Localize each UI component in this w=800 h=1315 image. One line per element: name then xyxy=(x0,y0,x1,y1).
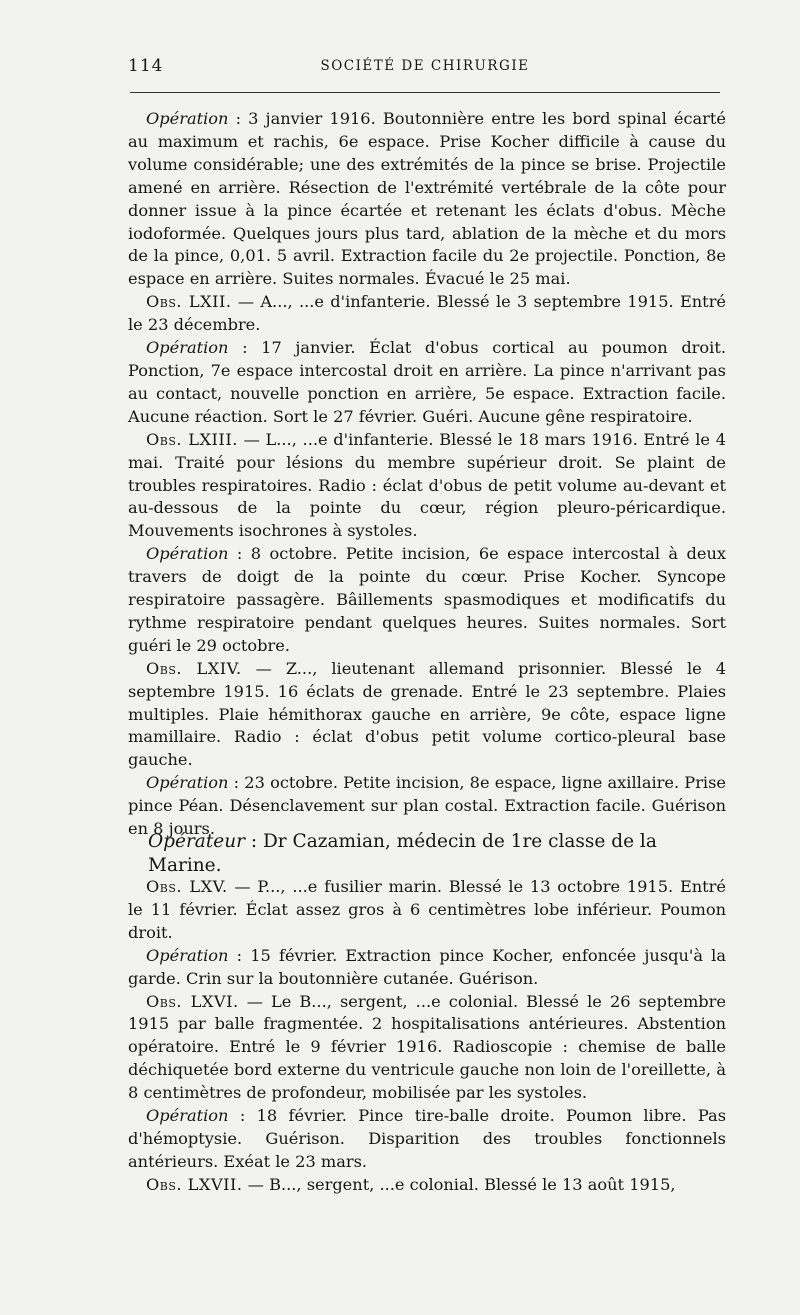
paragraph xyxy=(128,337,726,429)
header-rule xyxy=(130,92,720,93)
paragraph-label: Obs. LXVI. xyxy=(146,991,239,1011)
paragraph-label: Opération xyxy=(146,544,229,564)
operator-label: Opérateur xyxy=(148,831,245,852)
paragraph xyxy=(128,1174,726,1197)
operator-heading xyxy=(148,830,728,878)
paragraph-text: — Le B..., sergent, ...e colonial. Blessé le 26 septembre 1915 par balle fragmentée. 2 hospitalisations antérieures. Abstention opératoire. Entré le 9 février 1916. Radioscopie : chemise de balle déchiquetée bord externe du ventricule gauche non loin de l'oreillette, à 8 centimètres de profondeur, mobilisée par les systoles. xyxy=(128,991,726,1103)
paragraph xyxy=(128,108,726,291)
paragraph-label: Opération xyxy=(146,338,229,358)
paragraph-label: Obs. LXIII. xyxy=(146,429,238,449)
paragraph-label: Opération xyxy=(146,109,229,128)
paragraph xyxy=(128,876,726,945)
paragraph-text: : 17 janvier. Éclat d'obus cortical au poumon droit. Ponction, 7e espace intercostal droit en arrière. La pince n'arrivant pas au contact, nouvelle ponction en arrière, 5e espace. Extraction facile. Aucune réaction. Sort le 27 février. Guéri. Aucune gêne respiratoire. xyxy=(128,338,726,426)
running-title: SOCIÉTÉ DE CHIRURGIE xyxy=(320,58,530,74)
paragraph xyxy=(128,543,726,658)
paragraph-label: Opération xyxy=(146,1106,229,1126)
body-text xyxy=(128,108,726,841)
paragraph xyxy=(128,945,726,991)
paragraph-label: Opération xyxy=(146,945,229,965)
paragraph-text: — P..., ...e fusilier marin. Blessé le 13 octobre 1915. Entré le 11 février. Éclat assez gros à 6 centimètres lobe inférieur. Poumon droit. xyxy=(128,877,727,942)
paragraph-label: Obs. LXII. xyxy=(146,292,232,312)
paragraph xyxy=(128,429,726,544)
paragraph xyxy=(128,1105,726,1174)
paragraph-label: Opération xyxy=(146,773,229,793)
paragraph xyxy=(128,991,726,1106)
paragraph-text: — L..., ...e d'infanterie. Blessé le 18 mars 1916. Entré le 4 mai. Traité pour lésions du membre supérieur droit. Se plaint de troubles respiratoires. Radio : éclat d'obus de petit volume au-devant et au-dessous de la pointe du cœur, région pleuro-péricardique. Mouvements isochrones à systoles. xyxy=(128,429,726,541)
operator-text: : Dr Cazamian, médecin de 1re classe de la Marine. xyxy=(148,831,657,876)
paragraph xyxy=(128,658,726,773)
paragraph-label: Obs. LXIV. xyxy=(146,658,242,678)
page-header xyxy=(128,56,722,82)
paragraph-text: : 3 janvier 1916. Boutonnière entre les bord spinal écarté au maximum et rachis, 6e espace. Prise Kocher difficile à cause du volume considérable; une des extrémités de la pince se brise. Projectile amené en arrière. Résection de l'extrémité vertébrale de la côte pour donner issue à la pince écartée et retenant les éclats d'obus. Mèche iodoformée. Quelques jours plus tard, ablation de la mèche et du mors de la pince, 0,01. 5 avril. Extraction facile du 2e projectile. Ponction, 8e espace en arrière. Suites normales. Évacué le 25 mai. xyxy=(128,109,726,289)
paragraph-text: : 18 février. Pince tire-balle droite. Poumon libre. Pas d'hémoptysie. Guérison. Disparition des troubles fonctionnels antérieurs. Exéat le 23 mars. xyxy=(128,1106,726,1171)
paragraph-text: — A..., ...e d'infanterie. Blessé le 3 septembre 1915. Entré le 23 décembre. xyxy=(128,292,727,335)
body-text-2 xyxy=(128,876,726,1197)
paragraph-label: Obs. LXVII. xyxy=(146,1174,243,1194)
paragraph-text: : 15 février. Extraction pince Kocher, enfoncée jusqu'à la garde. Crin sur la boutonnière cutanée. Guérison. xyxy=(128,945,726,988)
paragraph-text: — B..., sergent, ...e colonial. Blessé le 13 août 1915, xyxy=(242,1174,676,1194)
paragraph-text: — Z..., lieutenant allemand prisonnier. Blessé le 4 septembre 1915. 16 éclats de grenade. Entré le 23 septembre. Plaies multiples. Plaie hémithorax gauche en arrière, 9e côte, espace ligne mamillaire. Radio : éclat d'obus petit volume cortico-pleural base gauche. xyxy=(128,658,726,770)
paragraph-text: : 23 octobre. Petite incision, 8e espace, ligne axillaire. Prise pince Péan. Désenclavement sur plan costal. Extraction facile. Guérison en 8 jours. xyxy=(128,773,726,839)
paragraph xyxy=(128,291,726,337)
paragraph-text: : 8 octobre. Petite incision, 6e espace intercostal à deux travers de doigt de la pointe du cœur. Prise Kocher. Syncope respiratoire passagère. Bâillements spasmodiques et modificatifs du rythme respiratoire pendant quelques heures. Suites normales. Sort guéri le 29 octobre. xyxy=(128,544,726,655)
page-number: 114 xyxy=(128,56,164,76)
paragraph-label: Obs. LXV. xyxy=(146,877,228,896)
